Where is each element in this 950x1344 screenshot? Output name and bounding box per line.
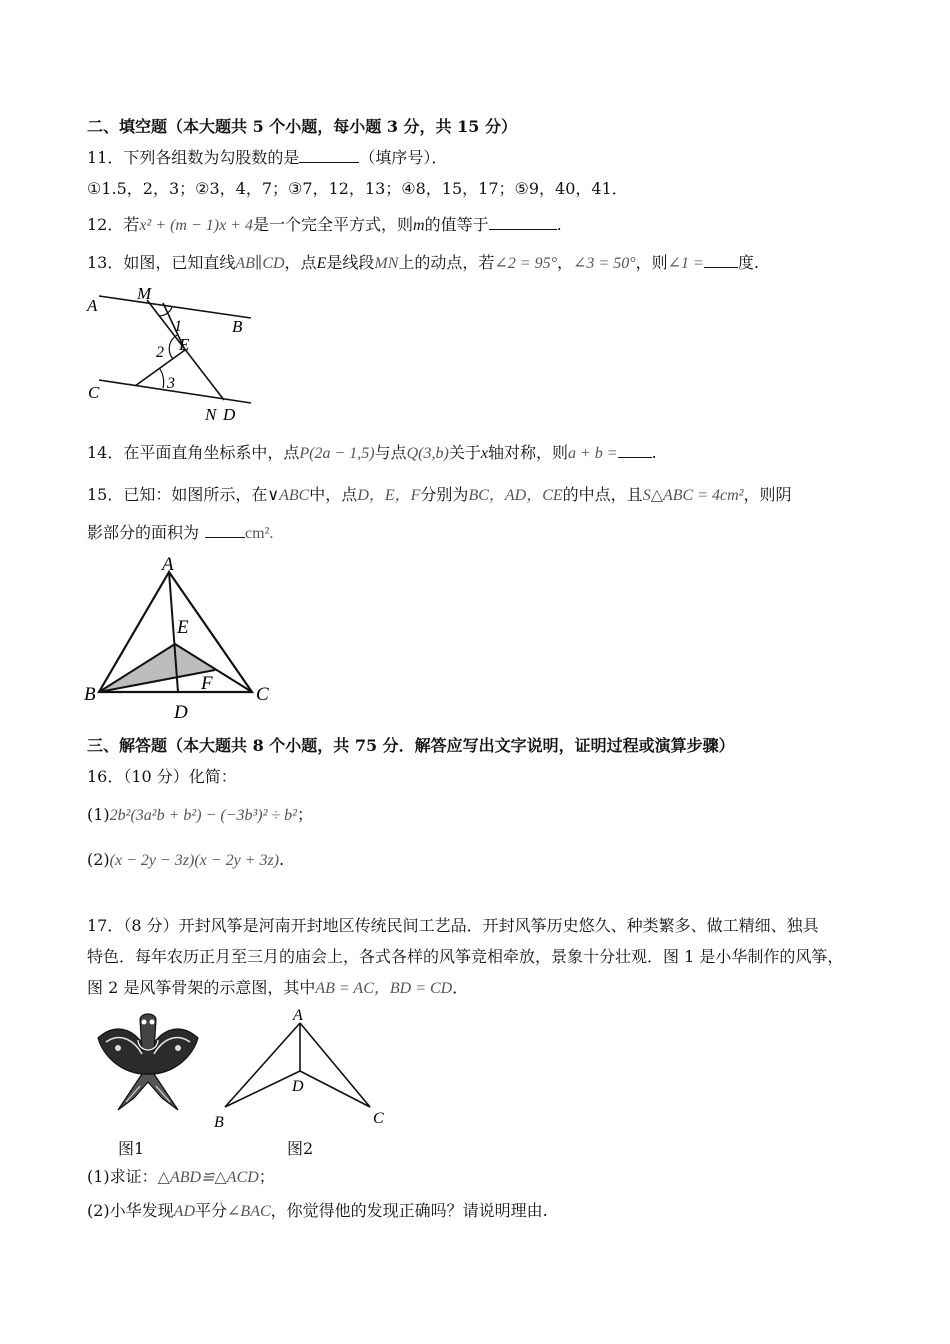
q15-text-a: 15．已知：如图所示，在∨ — [87, 485, 280, 504]
label-d: D — [174, 702, 188, 723]
q17-condition: AB = AC，BD = CD — [315, 980, 453, 997]
q16-p1-label: (1) — [87, 805, 110, 824]
q16-part-2 — [87, 850, 284, 871]
q17-p1-expression: △ABD≌△ACD — [157, 1169, 259, 1186]
q17-p2-text-b: 平分 — [195, 1201, 228, 1220]
q15-text-e: ，则阴 — [743, 485, 792, 504]
kite-eye-right — [150, 1020, 155, 1025]
q12-answer-blank[interactable] — [489, 215, 557, 230]
label-a: A — [162, 554, 174, 575]
label-d: D — [292, 1078, 304, 1095]
question-16: 16．（10 分）化简： — [87, 767, 237, 786]
q15-unit: cm². — [245, 525, 274, 542]
q14-axis: x — [480, 445, 488, 462]
line-ab — [99, 296, 251, 318]
q15-line2-text: 影部分的面积为 — [87, 523, 200, 542]
q14-text-e: . — [651, 443, 657, 462]
kite-tail — [118, 1074, 178, 1110]
kite-eye-left — [142, 1020, 147, 1025]
q13-point-e: E — [316, 255, 327, 272]
q13-parallel-condition: AB∥CD — [235, 255, 285, 272]
segment-bd — [225, 1071, 300, 1107]
label-3: 3 — [167, 375, 175, 392]
label-1: 1 — [174, 318, 182, 335]
q14-answer-blank[interactable] — [618, 443, 652, 458]
question-15 — [87, 485, 791, 506]
q15-area: S△ABC = 4cm² — [642, 487, 744, 504]
q17-p2-text-c: ，你觉得他的发现正确吗？请说明理由. — [270, 1201, 548, 1220]
q17-p1-end: ； — [258, 1167, 275, 1186]
q15-text-b: 中，点 — [309, 485, 358, 504]
angle-3-arc — [160, 369, 164, 388]
q14-point-p: P(2a − 1,5) — [299, 445, 375, 462]
q15-points: D，E，F — [357, 487, 421, 504]
q13-text-d: 上的动点，若 — [398, 253, 495, 272]
kite-illustration — [88, 1010, 208, 1120]
q12-text-b: 是一个完全平方式，则 — [252, 215, 413, 234]
q15-answer-blank[interactable] — [205, 523, 245, 538]
q15-figure — [82, 552, 282, 722]
q13-angle-3: ∠3 = 50° — [573, 255, 636, 272]
q17-p2-angle: ∠BAC — [227, 1203, 271, 1220]
q16-p2-expression: (x − 2y − 3z)(x − 2y + 3z) — [109, 852, 280, 869]
question-13 — [87, 253, 759, 274]
wing-flower-right — [175, 1045, 181, 1051]
label-c: C — [256, 684, 269, 705]
q13-figure — [85, 280, 275, 430]
label-c: C — [373, 1110, 384, 1127]
label-c: C — [88, 383, 100, 402]
q14-expression: a + b = — [567, 445, 618, 462]
line-cd — [99, 380, 251, 403]
q16-p1-end: ； — [296, 805, 313, 824]
q16-p1-expression: 2b²(3a²b + b²) − (−3b³)² ÷ b² — [109, 807, 297, 824]
q13-text-c: 是线段 — [326, 253, 375, 272]
q12-text-c: 的值等于 — [424, 215, 489, 234]
q14-text-d: 轴对称，则 — [487, 443, 568, 462]
segment-ac — [300, 1023, 370, 1107]
q13-text-f: 度. — [737, 253, 759, 272]
label-f: F — [201, 673, 213, 694]
q15-text-d: 的中点，且 — [562, 485, 643, 504]
label-b: B — [232, 317, 243, 336]
q15-text-c: 分别为 — [420, 485, 469, 504]
q16-p2-label: (2) — [87, 850, 110, 869]
q12-text-d: . — [556, 215, 562, 234]
q11-text: 11．下列各组数为勾股数的是 — [87, 148, 300, 167]
q14-point-q: Q(3,b) — [406, 445, 449, 462]
q17-line3-text: 图 2 是风筝骨架的示意图，其中 — [87, 978, 316, 997]
q14-text-b: 与点 — [374, 443, 407, 462]
q17-line3-end: ． — [452, 978, 469, 997]
q11-answer-blank[interactable] — [299, 148, 359, 163]
question-14 — [87, 443, 657, 464]
label-b: B — [214, 1114, 224, 1131]
label-e: E — [177, 617, 189, 638]
label-m: M — [137, 284, 152, 303]
q14-text-a: 14．在平面直角坐标系中，点 — [87, 443, 300, 462]
q17-part-2 — [87, 1201, 548, 1222]
q13-segment-mn: MN — [374, 255, 399, 272]
segment-cd — [300, 1071, 370, 1107]
question-17-line-1: 17．（8 分）开封风筝是河南开封地区传统民间工艺品．开封风筝历史悠久、种类繁多、做工精细、独具 — [87, 916, 819, 935]
q13-angle-2: ∠2 = 95° — [494, 255, 557, 272]
question-11 — [87, 148, 447, 168]
section-3-heading: 三、解答题（本大题共 8 个小题，共 75 分．解答应写出文字说明，证明过程或演算步骤） — [87, 736, 735, 755]
kite-head — [140, 1014, 156, 1050]
q11-note: （填序号）． — [359, 148, 448, 167]
q12-text-a: 12．若 — [87, 215, 140, 234]
label-e: E — [179, 335, 190, 354]
label-a: A — [293, 1007, 303, 1024]
q17-part-1 — [87, 1167, 275, 1188]
q17-p2-segment: AD — [173, 1203, 195, 1220]
q13-answer-blank[interactable] — [704, 253, 738, 268]
question-17-line-2: 特色．每年农历正月至三月的庙会上，各式各样的风筝竞相牵放，景象十分壮观．图 1 是小华制作的风筝， — [87, 947, 844, 966]
question-15-line-2 — [87, 523, 273, 544]
label-2: 2 — [156, 344, 164, 361]
q17-p1-text: (1)求证： — [87, 1167, 158, 1186]
question-17-line-3 — [87, 978, 468, 999]
q15-triangle: ABC — [279, 487, 310, 504]
label-n: N — [205, 405, 217, 424]
label-a: A — [87, 296, 98, 315]
q12-variable: m — [413, 217, 425, 234]
q15-segments: BC，AD，CE — [468, 487, 563, 504]
wing-flower-left — [115, 1045, 121, 1051]
segment-ab — [225, 1023, 300, 1107]
q16-p2-end: . — [279, 850, 285, 869]
label-d: D — [223, 405, 236, 424]
label-b: B — [84, 684, 96, 705]
section-2-heading: 二、填空题（本大题共 5 个小题，每小题 3 分，共 15 分） — [87, 117, 517, 136]
q17-p2-text-a: (2)小华发现 — [87, 1201, 174, 1220]
q13-text-b: ，点 — [284, 253, 317, 272]
kite-frame-figure — [205, 1003, 395, 1133]
q14-text-c: 关于 — [448, 443, 481, 462]
question-12 — [87, 215, 562, 236]
shaded-triangle — [99, 644, 215, 692]
figure-1-caption: 图1 — [118, 1139, 145, 1158]
q13-text-a: 13．如图，已知直线 — [87, 253, 236, 272]
figure-2-caption: 图2 — [287, 1139, 314, 1158]
q13-text-e: ，则 — [635, 253, 668, 272]
q13-angle-1: ∠1 = — [667, 255, 704, 272]
q13-separator: ， — [556, 253, 573, 272]
q12-expression: x² + (m − 1)x + 4 — [139, 217, 253, 234]
q11-options: ①1.5，2，3；②3，4，7；③7，12，13；④8，15，17；⑤9，40，41． — [87, 179, 628, 198]
q16-part-1 — [87, 805, 313, 826]
